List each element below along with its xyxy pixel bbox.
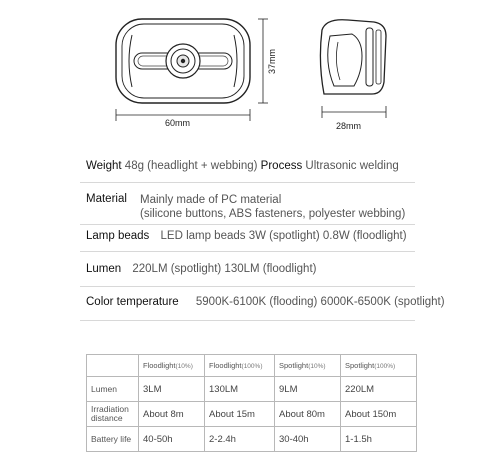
table-cell: 220LM: [341, 377, 417, 402]
process-value: Ultrasonic welding: [305, 160, 399, 172]
divider: [80, 320, 415, 321]
color-value: 5900K-6100K (flooding) 6000K-6500K (spotlight): [195, 296, 445, 308]
table-cell: 9LM: [275, 377, 341, 402]
table-header-cell: Spotlight(10%): [275, 355, 341, 377]
weight-label: Weight: [86, 160, 122, 172]
front-view-drawing: [110, 15, 270, 135]
side-view-drawing: [308, 12, 398, 132]
spec-weight-process: [86, 160, 399, 172]
spec-material: [86, 193, 127, 205]
lumen-label: Lumen: [86, 263, 122, 275]
table-cell: About 80m: [275, 402, 341, 427]
table-row: [87, 377, 417, 402]
table-header-cell: Floodlight(10%): [139, 355, 205, 377]
table-header-cell: Floodlight(100%): [205, 355, 275, 377]
table-row: [87, 402, 417, 427]
divider: [80, 224, 415, 225]
divider: [80, 251, 415, 252]
divider: [80, 182, 415, 183]
process-label: Process: [260, 160, 303, 172]
table-row-label: Lumen: [87, 377, 139, 402]
front-height-label: 37mm: [267, 48, 277, 74]
table-cell: 130LM: [205, 377, 275, 402]
lumen-value: 220LM (spotlight) 130LM (floodlight): [132, 263, 317, 275]
color-label: Color temperature: [86, 296, 179, 308]
spec-color-temperature: [86, 296, 445, 308]
table-header-row: [87, 355, 417, 377]
table-cell: 1-1.5h: [341, 427, 417, 452]
material-value: [140, 193, 405, 221]
table-row-label: Irradiation distance: [87, 402, 139, 427]
spec-lamp-beads: [86, 230, 407, 242]
table-cell: About 150m: [341, 402, 417, 427]
table-cell: 30-40h: [275, 427, 341, 452]
table-cell: 40-50h: [139, 427, 205, 452]
weight-value: 48g (headlight + webbing): [124, 160, 258, 172]
table-cell: 3LM: [139, 377, 205, 402]
spec-lumen: [86, 263, 316, 275]
table-corner-cell: [87, 355, 139, 377]
divider: [80, 286, 415, 287]
lamp-value: LED lamp beads 3W (spotlight) 0.8W (floodlight): [160, 230, 407, 242]
material-value-line2: (silicone buttons, ABS fasteners, polyester webbing): [140, 208, 406, 220]
table-cell: 2-2.4h: [205, 427, 275, 452]
side-depth-label: 28mm: [336, 121, 362, 131]
lamp-label: Lamp beads: [86, 230, 150, 242]
table-cell: About 8m: [139, 402, 205, 427]
table-row: [87, 427, 417, 452]
performance-table: [86, 354, 417, 452]
table-header-cell: Spotlight(100%): [341, 355, 417, 377]
table-cell: About 15m: [205, 402, 275, 427]
material-value-line1: Mainly made of PC material: [140, 194, 282, 206]
material-label: Material: [86, 193, 127, 205]
front-width-label: 60mm: [165, 118, 191, 128]
table-row-label: Battery life: [87, 427, 139, 452]
